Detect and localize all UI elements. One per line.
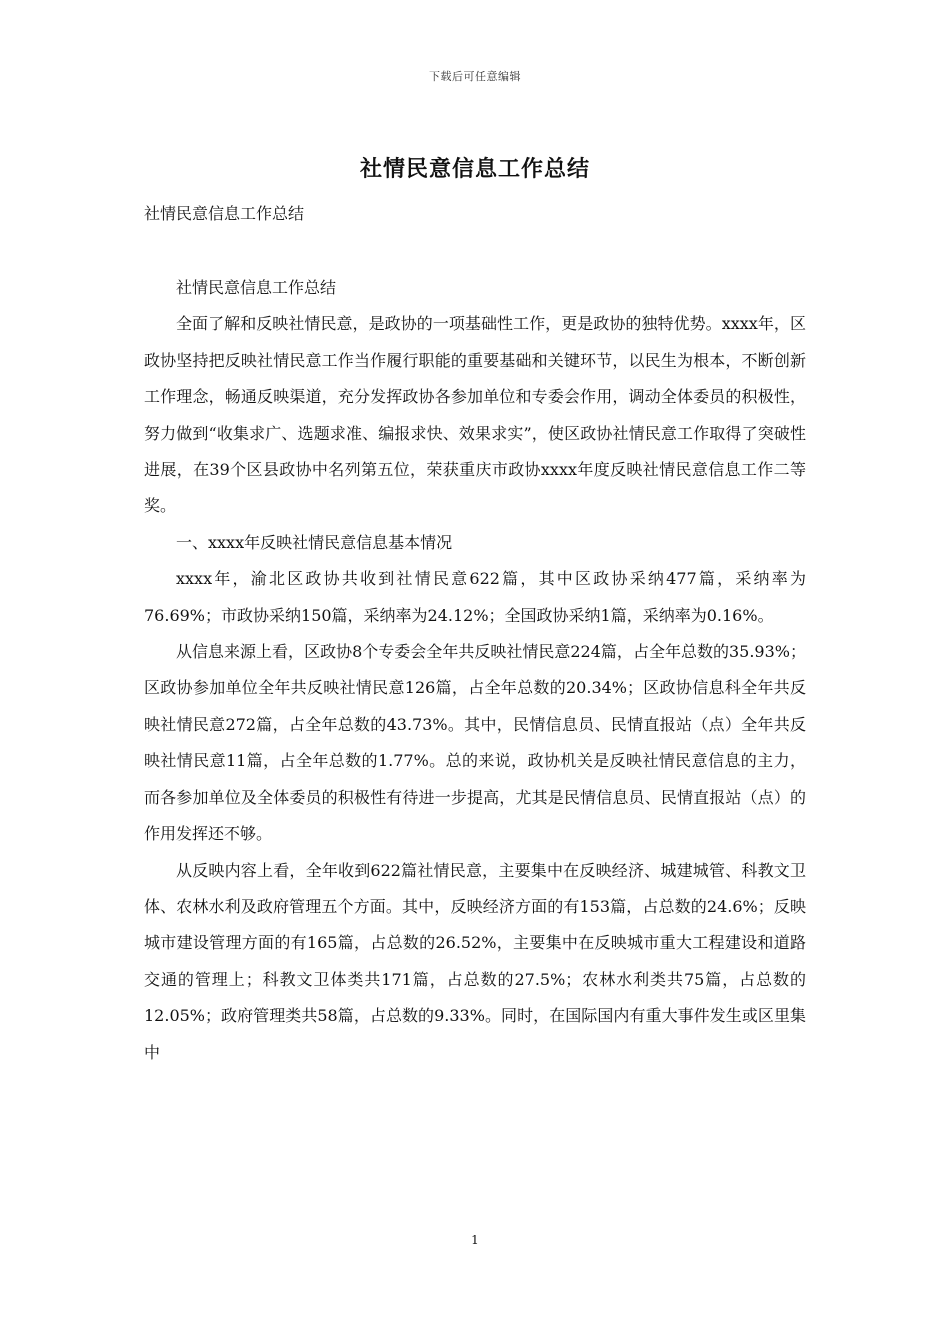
document-body [144, 270, 806, 1071]
header-note: 下载后可任意编辑 [429, 70, 521, 83]
document-title: 社情民意信息工作总结 [359, 156, 590, 182]
paragraph-intro: 全面了解和反映社情民意，是政协的一项基础性工作，更是政协的独特优势。xxxx年，区政协坚持把反映社情民意工作当作履行职能的重要基础和关键环节，以民生为根本，不断创新工作理念，畅通反映渠道，充分发挥政协各参加单位和专委会作用，调动全体委员的积极性，努力做到“收集求广、选题求准、编报求快、效果求实”，使区政协社情民意工作取得了突破性进展，在39个区县政协中名列第五位，荣获重庆市政协xxxx年度反映社情民意信息工作二等奖。 [144, 314, 806, 516]
paragraph-sources: 从信息来源上看，区政协8个专委会全年共反映社情民意224篇，占全年总数的35.93%；区政协参加单位全年共反映社情民意126篇，占全年总数的20.34%；区政协信息科全年共反映社情民意272篇，占全年总数的43.73%。其中，民情信息员、民情直报站（点）全年共反映社情民意11篇，占全年总数的1.77%。总的来说，政协机关是反映社情民意信息的主力，而各参加单位及全体委员的积极性有待进一步提高，尤其是民情信息员、民情直报站（点）的作用发挥还不够。 [144, 642, 806, 844]
paragraph-content: 从反映内容上看，全年收到622篇社情民意，主要集中在反映经济、城建城管、科教文卫体、农林水利及政府管理五个方面。其中，反映经济方面的有153篇，占总数的24.6%；反映城市建设管理方面的有165篇，占总数的26.52%，主要集中在反映城市重大工程建设和道路交通的管理上；科教文卫体类共171篇，占总数的27.5%；农林水利类共75篇，占总数的12.05%；政府管理类共58篇，占总数的9.33%。同时，在国际国内有重大事件发生或区里集中 [144, 860, 806, 1062]
paragraph-overview: xxxx年，渝北区政协共收到社情民意622篇，其中区政协采纳477篇，采纳率为76.69%；市政协采纳150篇，采纳率为24.12%；全国政协采纳1篇，采纳率为0.16%。 [144, 569, 806, 625]
page-number: 1 [471, 1233, 479, 1247]
paragraph-heading: 社情民意信息工作总结 [176, 278, 337, 297]
document-subtitle: 社情民意信息工作总结 [144, 204, 305, 223]
section-heading: 一、xxxx年反映社情民意信息基本情况 [176, 532, 453, 552]
